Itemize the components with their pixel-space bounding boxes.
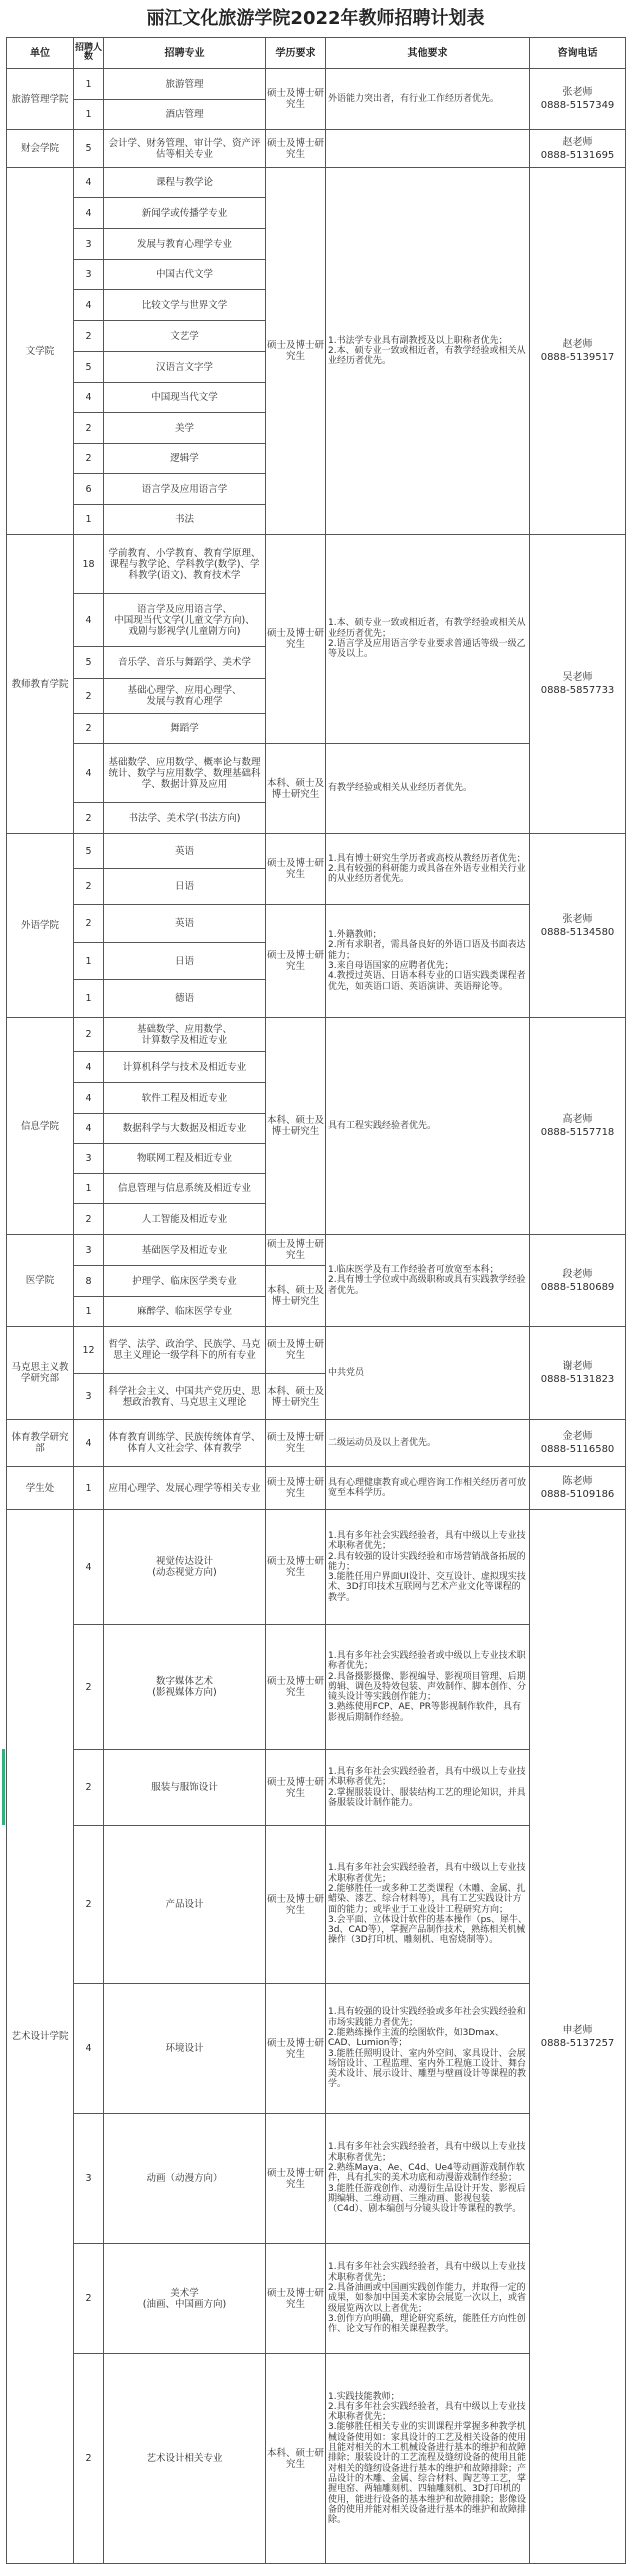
recruit-count: 2 bbox=[74, 1826, 104, 1984]
recruit-major: 艺术设计相关专业 bbox=[104, 2354, 266, 2564]
recruit-count: 1 bbox=[74, 69, 104, 100]
table-row bbox=[7, 168, 626, 198]
education-requirement: 硕士及博士研究生 bbox=[266, 1467, 326, 1510]
table-row bbox=[7, 1018, 626, 1052]
education-requirement: 硕士及博士研究生 bbox=[266, 1750, 326, 1826]
page-title: 丽江文化旅游学院2022年教师招聘计划表 bbox=[146, 8, 485, 29]
contact-phone: 0888-5131823 bbox=[540, 1374, 615, 1385]
recruit-major: 数字媒体艺术 (影视媒体方向) bbox=[104, 1625, 266, 1750]
recruit-major: 服装与服饰设计 bbox=[104, 1750, 266, 1826]
contact-phone: 0888-5137257 bbox=[540, 2037, 615, 2049]
recruit-major: 旅游管理 bbox=[104, 69, 266, 100]
recruit-major: 学前教育、小学教育、教育学原理、课程与教学论、学科教学(数学)、学科教学(语文)、教育技术学 bbox=[104, 535, 266, 594]
recruit-major: 体育教育训练学、民族传统体育学、体育人文社会学、体育教学 bbox=[104, 1420, 266, 1467]
contact-name: 高老师 bbox=[562, 1114, 593, 1125]
contact-phone: 0888-5180689 bbox=[540, 1281, 615, 1293]
recruit-count: 2 bbox=[74, 1625, 104, 1750]
contact-name: 张老师 bbox=[562, 87, 593, 98]
recruit-major: 音乐学、音乐与舞蹈学、美术学 bbox=[104, 647, 266, 679]
contact-name: 吴老师 bbox=[562, 672, 593, 683]
recruit-count: 5 bbox=[74, 130, 104, 168]
table-row bbox=[7, 1510, 626, 1625]
education-requirement: 硕士及博士研究生 bbox=[266, 69, 326, 130]
recruit-major: 课程与教学论 bbox=[104, 168, 266, 198]
contact-cell bbox=[530, 1420, 626, 1467]
education-requirement: 硕士及博士研究生 bbox=[266, 1984, 326, 2114]
contact-cell bbox=[530, 130, 626, 168]
table-row bbox=[7, 1327, 626, 1374]
recruit-major: 信息管理与信息系统及相近专业 bbox=[104, 1174, 266, 1204]
recruit-count: 4 bbox=[74, 383, 104, 413]
contact-phone: 0888-5134580 bbox=[540, 926, 615, 938]
education-requirement: 硕士及博士研究生 bbox=[266, 1826, 326, 1984]
education-requirement: 硕士及博士研究生 bbox=[266, 1327, 326, 1374]
table-row bbox=[7, 1235, 626, 1266]
other-requirements: 1.临床医学及有工作经验者可放宽至本科； 2.具有博士学位或中高级职称或具有实践教学经验者优先。 bbox=[326, 1235, 530, 1327]
recruit-major: 环境设计 bbox=[104, 1984, 266, 2114]
other-requirements: 1.具有多年社会实践经验者，具有中级以上专业技术职称者优先； 2.能够胜任一或多种工艺类课程（木雕、金属、扎蜡染、漆艺、综合材料等），具有工艺实践设计方面的能力；或毕业于工业设计工程研究方向； 3.会平面、立体设计软件的基本操作（ps、犀牛、3d、CAD等），掌握产品制作技术，熟练相关机械操作（3D打印机、雕刻机、电窑烧制等）。 bbox=[326, 1826, 530, 1984]
recruit-major: 基础数学、应用数学、概率论与数理统计、数学与应用数学、数理基础科学、数据计算及应用 bbox=[104, 744, 266, 803]
recruit-count: 4 bbox=[74, 744, 104, 803]
table-row bbox=[7, 130, 626, 168]
recruit-count: 1 bbox=[74, 980, 104, 1018]
recruit-major: 逻辑学 bbox=[104, 444, 266, 474]
education-requirement: 硕士及博士研究生 bbox=[266, 2244, 326, 2354]
recruit-major: 德语 bbox=[104, 980, 266, 1018]
recruit-count: 3 bbox=[74, 2114, 104, 2244]
unit-name: 信息学院 bbox=[7, 1018, 74, 1235]
contact-cell bbox=[530, 168, 626, 535]
recruit-major: 视觉传达设计 (动态视觉方向) bbox=[104, 1510, 266, 1625]
other-requirements: 1.外籍教师； 2.所有求职者，需具备良好的外语口语及书面表达能力； 3.来自母语国家的应聘者优先； 4.教授过英语、日语本科专业的口语实践类课程者优先，如英语口语、英语演讲、英语辩论等。 bbox=[326, 905, 530, 1018]
recruit-count: 2 bbox=[74, 2354, 104, 2564]
recruit-count: 12 bbox=[74, 1327, 104, 1374]
education-requirement: 本科、硕士研究生 bbox=[266, 2354, 326, 2564]
recruit-major: 美术学 (油画、中国画方向) bbox=[104, 2244, 266, 2354]
recruit-major: 日语 bbox=[104, 943, 266, 980]
recruit-count: 1 bbox=[74, 943, 104, 980]
other-requirements: 1.具有多年社会实践经验者，具有中级以上专业技术职称者优先； 2.具备油画或中国画实践创作能力，并取得一定的成果，如参加中国美术家协会展览一次以上，或省级展览两次以上者优先； 3.创作方向明确，理论研究系统，能胜任方向性创作、论文写作的相关课程教学。 bbox=[326, 2244, 530, 2354]
recruit-count: 5 bbox=[74, 647, 104, 679]
contact-name: 金老师 bbox=[562, 1431, 593, 1442]
unit-name: 教师教育学院 bbox=[7, 535, 74, 834]
table-row bbox=[7, 535, 626, 594]
other-requirements: 具有心理健康教育或心理咨询工作相关经历者可放宽至本科学历。 bbox=[326, 1467, 530, 1510]
recruit-count: 4 bbox=[74, 1984, 104, 2114]
recruit-count: 1 bbox=[74, 100, 104, 130]
recruit-count: 2 bbox=[74, 679, 104, 714]
other-requirements: 1.具有博士研究生学历者或高校从教经历者优先； 2.具有较强的科研能力或具备在外语专业相关行业的从业经历者优先。 bbox=[326, 834, 530, 905]
recruit-count: 2 bbox=[74, 714, 104, 744]
recruit-count: 4 bbox=[74, 1083, 104, 1114]
recruit-major: 软件工程及相近专业 bbox=[104, 1083, 266, 1114]
recruit-count: 1 bbox=[74, 1297, 104, 1327]
contact-phone: 0888-5857733 bbox=[540, 685, 615, 696]
recruit-major: 产品设计 bbox=[104, 1826, 266, 1984]
recruit-count: 1 bbox=[74, 1174, 104, 1204]
recruit-major: 中国古代文学 bbox=[104, 260, 266, 290]
recruit-major: 文艺学 bbox=[104, 321, 266, 352]
contact-phone: 0888-5109186 bbox=[540, 1489, 615, 1500]
contact-name: 赵老师 bbox=[562, 339, 593, 350]
recruit-major: 基础医学及相近专业 bbox=[104, 1235, 266, 1266]
contact-cell bbox=[530, 1510, 626, 2564]
recruit-count: 5 bbox=[74, 352, 104, 383]
table-row bbox=[7, 1420, 626, 1467]
recruit-major: 麻醉学、临床医学专业 bbox=[104, 1297, 266, 1327]
contact-cell bbox=[530, 834, 626, 1018]
recruit-major: 舞蹈学 bbox=[104, 714, 266, 744]
recruit-count: 18 bbox=[74, 535, 104, 594]
recruit-count: 2 bbox=[74, 803, 104, 834]
contact-cell bbox=[530, 1018, 626, 1235]
recruit-major: 会计学、财务管理、审计学、资产评估等相关专业 bbox=[104, 130, 266, 168]
recruit-major: 基础心理学、应用心理学、 发展与教育心理学 bbox=[104, 679, 266, 714]
recruit-count: 4 bbox=[74, 198, 104, 229]
unit-name: 学生处 bbox=[7, 1467, 74, 1510]
education-requirement: 本科、硕士及博士研究生 bbox=[266, 744, 326, 834]
recruit-major: 哲学、法学、政治学、民族学、马克思主义理论一级学科下的所有专业 bbox=[104, 1327, 266, 1374]
unit-name: 财会学院 bbox=[7, 130, 74, 168]
contact-name: 申老师 bbox=[562, 2024, 593, 2036]
recruit-count: 2 bbox=[74, 1750, 104, 1826]
contact-name: 陈老师 bbox=[562, 1476, 593, 1487]
recruit-major: 基础数学、应用数学、 计算数学及相近专业 bbox=[104, 1018, 266, 1052]
recruit-major: 中国现当代文学 bbox=[104, 383, 266, 413]
recruit-count: 3 bbox=[74, 1235, 104, 1266]
recruit-count: 2 bbox=[74, 1018, 104, 1052]
other-requirements: 1.实践技能教师； 2.具有多年社会实践经验者，具有中级以上专业技术职称者优先； 3.能够胜任相关专业的实训课程并掌握多种教学机械设备使用如：家具设计的工艺及相关设备的使用且能对相关的木工机械设备进行基本的维护和故障排除；服装设计的工艺流程及缝纫设备的使用且能对相关的缝纫设备进行基本的维护和故障排除；产品设计的木雕、金属、综合材料、陶艺等工艺，掌握电窑、两轴雕刻机、四轴雕刻机、3D打印机的使用，能进行设备的基本维护和故障排除；影像设备的使用并能对相关设备进行基本的维护和故障排除。 bbox=[326, 2354, 530, 2564]
row-selection-indicator bbox=[2, 1749, 5, 1825]
unit-name: 旅游管理学院 bbox=[7, 69, 74, 130]
unit-name: 外语学院 bbox=[7, 834, 74, 1018]
other-requirements: 1.具有较强的设计实践经验或多年社会实践经验和市场实践能力者优先； 2.能熟练操作主流的绘图软件，如3Dmax、CAD、Lumion等； 3.能胜任照明设计、室内外空间、家具设计、会展场馆设计、工程监理、室内外工程施工设计、舞台美术设计、展示设计、雕塑与壁画设计等课程的教学。 bbox=[326, 1984, 530, 2114]
recruit-count: 4 bbox=[74, 1114, 104, 1144]
other-requirements: 外语能力突出者，有行业工作经历者优先。 bbox=[326, 69, 530, 130]
contact-cell bbox=[530, 1235, 626, 1327]
education-requirement: 硕士及博士研究生 bbox=[266, 834, 326, 905]
unit-name: 文学院 bbox=[7, 168, 74, 535]
other-requirements: 1.本、硕专业一致或相近者，有教学经验或相关从业经历者优先； 2.语言学及应用语言学专业要求普通话等级一级乙等及以上。 bbox=[326, 535, 530, 744]
recruit-count: 4 bbox=[74, 1052, 104, 1083]
recruit-count: 2 bbox=[74, 905, 104, 943]
education-requirement: 硕士及博士研究生 bbox=[266, 2114, 326, 2244]
recruit-major: 动画（动漫方向） bbox=[104, 2114, 266, 2244]
other-requirements: 1.具有多年社会实践经验者，具有中级以上专业技术职称者优先； 2.具有较强的设计实践经验和市场营销战备拓展的能力； 3.能胜任用户界面UI设计、交互设计、虚拟现实技术、3D打印技术互联网与艺术产业文化等课程的教学。 bbox=[326, 1510, 530, 1625]
other-requirements: 有教学经验或相关从业经历者优先。 bbox=[326, 744, 530, 834]
recruit-major: 应用心理学、发展心理学等相关专业 bbox=[104, 1467, 266, 1510]
education-requirement: 硕士及博士研究生 bbox=[266, 168, 326, 535]
recruit-count: 8 bbox=[74, 1266, 104, 1297]
education-requirement: 本科、硕士及博士研究生 bbox=[266, 1018, 326, 1235]
recruit-major: 英语 bbox=[104, 834, 266, 869]
recruit-count: 4 bbox=[74, 1510, 104, 1625]
recruit-count: 3 bbox=[74, 1374, 104, 1420]
table-body bbox=[7, 69, 626, 2564]
contact-phone: 0888-5139517 bbox=[540, 352, 615, 363]
contact-cell bbox=[530, 1467, 626, 1510]
education-requirement: 硕士及博士研究生 bbox=[266, 1420, 326, 1467]
unit-name: 医学院 bbox=[7, 1235, 74, 1327]
recruit-count: 1 bbox=[74, 505, 104, 535]
recruit-count: 3 bbox=[74, 229, 104, 260]
other-requirements: 1.具有多年社会实践经验者，具有中级以上专业技术职称者优先； 2.掌握服装设计、服装结构工艺的理论知识，并具备服装设计制作能力。 bbox=[326, 1750, 530, 1826]
header-phone: 咨询电话 bbox=[530, 38, 626, 69]
other-requirements: 1.具有多年社会实践经验者或中级以上专业技术职称者优先； 2.具备摄影摄像、影视编导、影视项目管理、后期剪辑、调色及特效包装、声效制作、脚本创作、分镜头设计等实践创作能力； 3.熟练使用FCP、AE、PR等影视制作软件，具有影视后期制作经验。 bbox=[326, 1625, 530, 1750]
education-requirement: 硕士及博士研究生 bbox=[266, 1235, 326, 1266]
recruit-major: 科学社会主义、中国共产党历史、思想政治教育、马克思主义理论 bbox=[104, 1374, 266, 1420]
recruit-count: 6 bbox=[74, 474, 104, 505]
contact-phone: 0888-5131695 bbox=[540, 149, 615, 161]
contact-name: 段老师 bbox=[562, 1268, 593, 1280]
contact-phone: 0888-5157349 bbox=[540, 100, 615, 111]
contact-name: 赵老师 bbox=[562, 136, 593, 148]
table-row bbox=[7, 834, 626, 869]
recruit-count: 2 bbox=[74, 1204, 104, 1235]
education-requirement: 硕士及博士研究生 bbox=[266, 1510, 326, 1625]
recruit-count: 5 bbox=[74, 834, 104, 869]
recruit-count: 2 bbox=[74, 444, 104, 474]
header-education: 学历要求 bbox=[266, 38, 326, 69]
recruit-major: 酒店管理 bbox=[104, 100, 266, 130]
recruit-major: 书法学、美术学(书法方向) bbox=[104, 803, 266, 834]
recruit-major: 英语 bbox=[104, 905, 266, 943]
contact-cell bbox=[530, 69, 626, 130]
recruit-major: 新闻学或传播学专业 bbox=[104, 198, 266, 229]
other-requirements: 具有工程实践经验者优先。 bbox=[326, 1018, 530, 1235]
unit-name: 马克思主义教学研究部 bbox=[7, 1327, 74, 1420]
recruit-count: 2 bbox=[74, 413, 104, 444]
contact-phone: 0888-5116580 bbox=[540, 1444, 615, 1455]
other-requirements: 1.书法学专业具有副教授及以上职称者优先； 2.本、硕专业一致或相近者，有教学经验或相关从业经历者优先。 bbox=[326, 168, 530, 535]
recruit-major: 物联网工程及相近专业 bbox=[104, 1144, 266, 1174]
recruit-count: 1 bbox=[74, 1467, 104, 1510]
unit-name: 体育教学研究部 bbox=[7, 1420, 74, 1467]
recruit-count: 4 bbox=[74, 1420, 104, 1467]
header-row bbox=[7, 38, 626, 69]
recruit-major: 比较文学与世界文学 bbox=[104, 290, 266, 321]
contact-name: 张老师 bbox=[562, 913, 593, 925]
recruit-count: 3 bbox=[74, 1144, 104, 1174]
header-count: 招聘人数 bbox=[74, 38, 104, 69]
education-requirement: 硕士及博士研究生 bbox=[266, 1625, 326, 1750]
recruit-major: 美学 bbox=[104, 413, 266, 444]
other-requirements bbox=[326, 130, 530, 168]
table-row bbox=[7, 1467, 626, 1510]
education-requirement: 硕士及博士研究生 bbox=[266, 130, 326, 168]
recruit-count: 4 bbox=[74, 594, 104, 647]
education-requirement: 本科、硕士及博士研究生 bbox=[266, 1374, 326, 1420]
recruit-count: 4 bbox=[74, 168, 104, 198]
header-major: 招聘专业 bbox=[104, 38, 266, 69]
recruit-major: 护理学、临床医学类专业 bbox=[104, 1266, 266, 1297]
recruit-major: 汉语言文字学 bbox=[104, 352, 266, 383]
recruit-major: 数据科学与大数据及相近专业 bbox=[104, 1114, 266, 1144]
contact-phone: 0888-5157718 bbox=[540, 1127, 615, 1138]
recruit-major: 人工智能及相近专业 bbox=[104, 1204, 266, 1235]
recruit-major: 语言学及应用语言学、 中国现当代文学(儿童文学方向)、 戏剧与影视学(儿童剧方向) bbox=[104, 594, 266, 647]
unit-name: 艺术设计学院 bbox=[7, 1510, 74, 2564]
recruitment-table bbox=[6, 37, 626, 2564]
other-requirements: 二级运动员及以上者优先。 bbox=[326, 1420, 530, 1467]
recruit-major: 书法 bbox=[104, 505, 266, 535]
education-requirement: 本科、硕士及博士研究生 bbox=[266, 1266, 326, 1327]
recruit-count: 2 bbox=[74, 2244, 104, 2354]
recruit-count: 4 bbox=[74, 290, 104, 321]
header-unit: 单位 bbox=[7, 38, 74, 69]
contact-cell bbox=[530, 535, 626, 834]
recruit-count: 3 bbox=[74, 260, 104, 290]
header-other-requirements: 其他要求 bbox=[326, 38, 530, 69]
recruit-major: 语言学及应用语言学 bbox=[104, 474, 266, 505]
contact-name: 谢老师 bbox=[562, 1361, 593, 1372]
recruit-major: 发展与教育心理学专业 bbox=[104, 229, 266, 260]
contact-cell bbox=[530, 1327, 626, 1420]
other-requirements: 1.具有多年社会实践经验者，具有中级以上专业技术职称者优先； 2.熟练Maya、Ae、C4d、Ue4等动画游戏制作软件，具有扎实的美术功底和动漫游戏制作经验； 3.能胜任游戏创作、动漫衍生品设计开发、影视后期编辑、二维动画、三维动画、影视包装（C4d）、剧本编创与分镜头设计等课程的教学。 bbox=[326, 2114, 530, 2244]
table-row bbox=[7, 69, 626, 100]
recruit-major: 日语 bbox=[104, 869, 266, 905]
recruit-count: 2 bbox=[74, 321, 104, 352]
other-requirements: 中共党员 bbox=[326, 1327, 530, 1420]
education-requirement: 硕士及博士研究生 bbox=[266, 905, 326, 1018]
recruit-major: 计算机科学与技术及相近专业 bbox=[104, 1052, 266, 1083]
education-requirement: 硕士及博士研究生 bbox=[266, 535, 326, 744]
recruit-count: 2 bbox=[74, 869, 104, 905]
